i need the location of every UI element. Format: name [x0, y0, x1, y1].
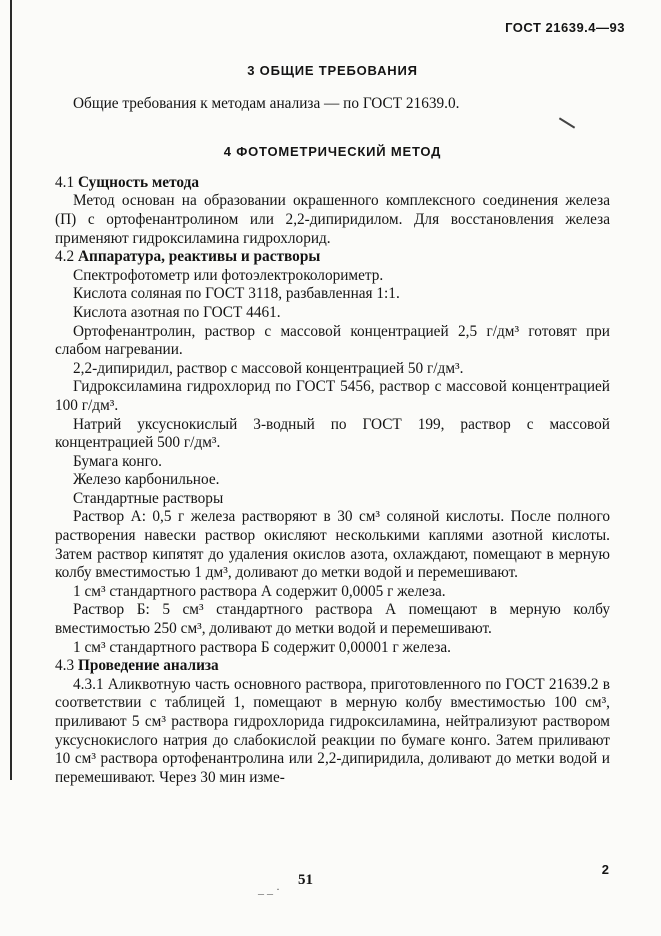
page-number: 51: [298, 872, 313, 888]
subsection-4-3-1-text: 4.3.1 Аликвотную часть основного раствора, приготовленного по ГОСТ 21639.2 в соответствии с таблицей 1, помещают в мерную колбу вместимостью 100 см³, приливают 5 см³ раствора гидрохлорида гидроксиламина, нейтрализуют раствором уксуснокислого натрия до слабокислой реакции по бумаге конго. Затем приливают 10 см³ раствора ортофенантролина или 2,2-дипиридила, доливают до метки водой и перемешивают. Через 30 мин изме-: [55, 675, 610, 786]
subsection-title: Сущность метода: [77, 173, 199, 191]
list-item: Кислота соляная по ГОСТ 3118, разбавленная 1:1.: [73, 285, 400, 303]
section-4-heading: 4 ФОТОМЕТРИЧЕСКИЙ МЕТОД: [223, 144, 442, 160]
page-body: [55, 58, 610, 787]
list-item: Натрий уксуснокислый 3-водный по ГОСТ 199, раствор с массовой концентрацией 500 г/дм³.: [55, 415, 610, 452]
subsection-4-1-text: Метод основан на образовании окрашенного комплексного соединения железа (П) с ортофенантролином или 2,2-дипиридилом. Для восстановления железа применяют гидроксиламина гидрохлорид.: [55, 192, 610, 247]
list-item: Гидроксиламина гидрохлорид по ГОСТ 5456, раствор с массовой концентрацией 100 г/дм³.: [55, 378, 610, 414]
list-item: Кислота азотная по ГОСТ 4461.: [73, 303, 281, 321]
subsection-title: Аппаратура, реактивы и растворы: [77, 248, 321, 266]
subsection-number: 4.2: [55, 248, 75, 266]
subsection-4-1-heading: [55, 174, 610, 193]
sheet-number: 2: [601, 862, 609, 877]
subsection-title: Проведение анализа: [77, 657, 219, 675]
subsection-number: 4.1: [55, 173, 75, 191]
section-3-heading: 3 ОБЩИЕ ТРЕБОВАНИЯ: [247, 63, 418, 78]
list-item: Бумага конго.: [73, 452, 162, 470]
subsection-number: 4.3: [55, 657, 75, 675]
list-item: 1 см³ стандартного раствора Б содержит 0,00001 г железа.: [73, 638, 451, 656]
list-item: 2,2-дипиридил, раствор с массовой концентрацией 50 г/дм³.: [73, 359, 464, 377]
list-item: 1 см³ стандартного раствора А содержит 0,0005 г железа.: [73, 582, 446, 600]
section-3-text: Общие требования к методам анализа — по ГОСТ 21639.0.: [73, 94, 460, 112]
binding-margin-line: [10, 0, 12, 780]
list-item: Спектрофотометр или фотоэлектроколориметр.: [73, 266, 384, 284]
list-item: Стандартные растворы: [73, 489, 224, 507]
subsection-4-2-heading: [55, 248, 610, 267]
document-code: ГОСТ 21639.4—93: [505, 20, 625, 35]
list-item: Железо карбонильное.: [73, 471, 220, 489]
list-item: Ортофенантролин, раствор с массовой концентрацией 2,5 г/дм³ готовят при слабом нагревании.: [55, 322, 610, 359]
footer-dashes: _ _ ·: [258, 882, 280, 896]
subsection-4-3-heading: [55, 657, 610, 676]
list-item: Раствор А: 0,5 г железа растворяют в 30 см³ соляной кислоты. После полного растворения навески раствор окисляют несколькими каплями азотной кислоты. Затем раствор кипятят до удаления окислов азота, охлаждают, помещают в мерную колбу вместимостью 1 дм³, доливают до метки водой и перемешивают.: [55, 508, 610, 582]
list-item: Раствор Б: 5 см³ стандартного раствора А помещают в мерную колбу вместимостью 250 см³, доливают до метки водой и перемешивают.: [55, 601, 610, 638]
